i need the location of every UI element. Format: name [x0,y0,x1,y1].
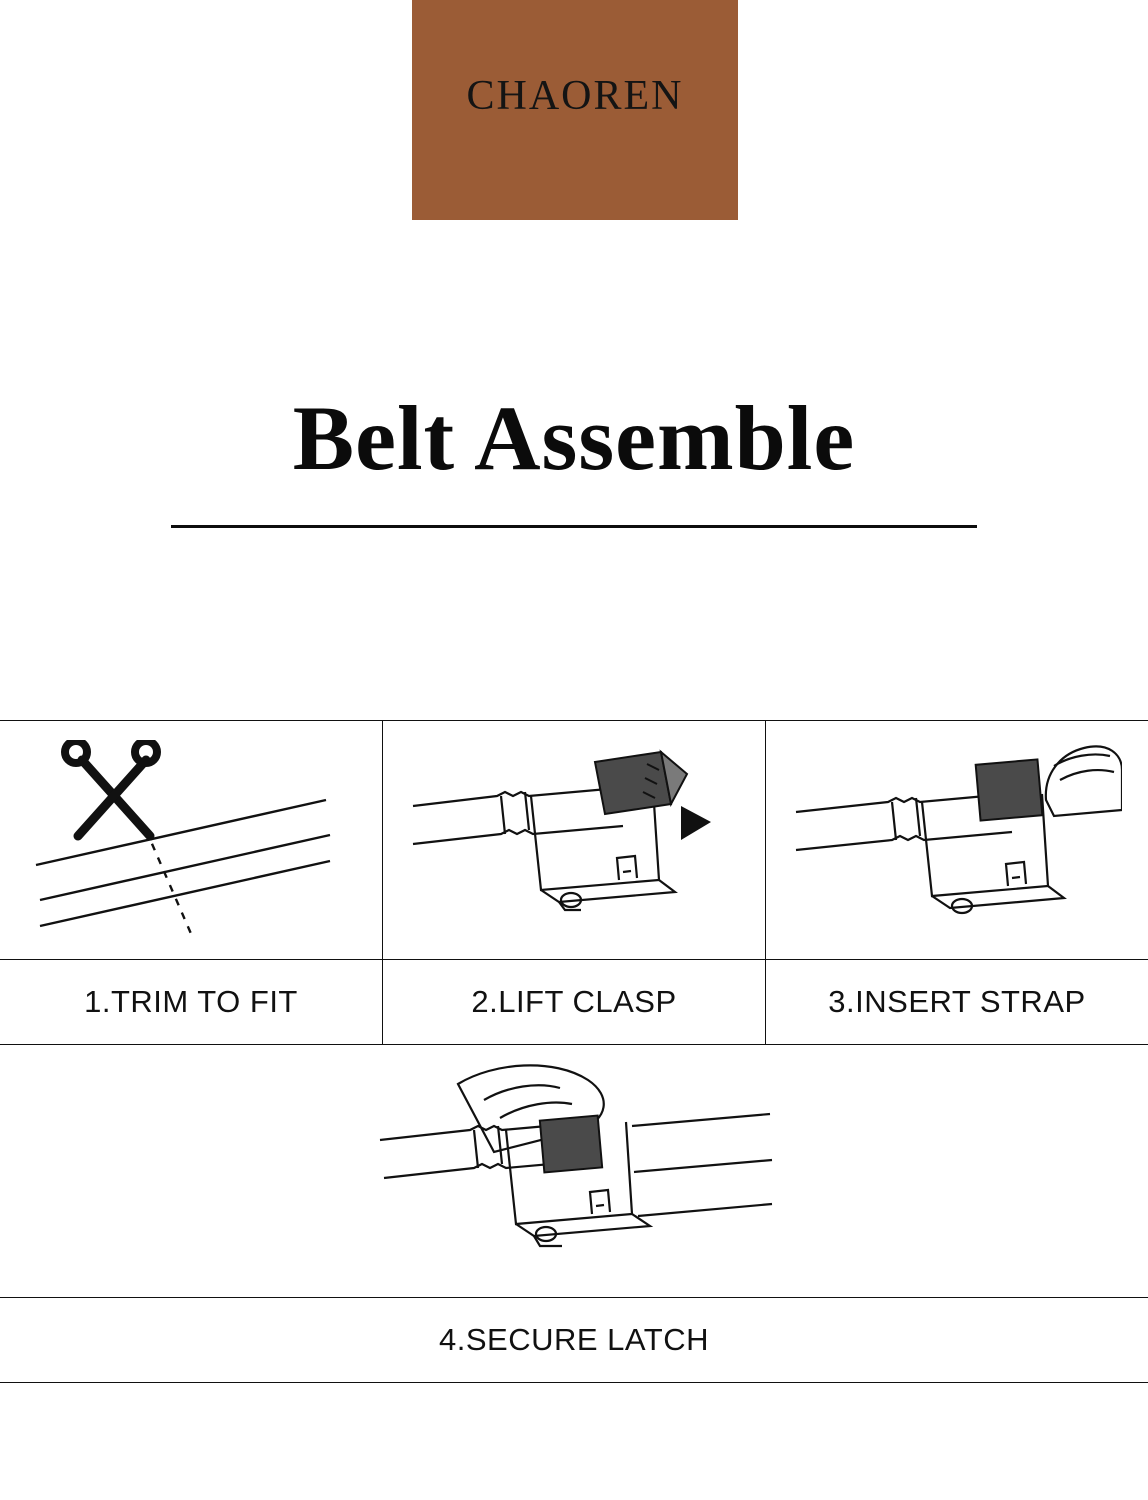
step-3-label: 3.INSERT STRAP [765,960,1148,1044]
step-4-image-cell [0,1045,1148,1297]
scissors-cut-belt-icon [26,740,356,940]
step-4-label-row [0,1297,1148,1382]
step-1-image-cell [0,721,382,959]
lift-clasp-icon [409,740,739,940]
steps-grid [0,720,1148,1383]
secure-latch-finger-icon [374,1056,774,1286]
title-divider [171,525,977,528]
steps-label-row [0,959,1148,1045]
step-4-label: 4.SECURE LATCH [439,1322,709,1357]
steps-image-row [0,721,1148,959]
step-2-image-cell [382,721,765,959]
brand-name: CHAOREN [466,73,684,119]
page-title-wrap [0,387,1148,489]
step-4-image-row [0,1045,1148,1297]
insert-strap-finger-icon [792,740,1122,940]
step-3-image-cell [765,721,1148,959]
step-2-label: 2.LIFT CLASP [382,960,765,1044]
step-1-label: 1.TRIM TO FIT [84,984,298,1019]
page-title: Belt Assemble [292,387,856,489]
brand-block [412,0,738,220]
